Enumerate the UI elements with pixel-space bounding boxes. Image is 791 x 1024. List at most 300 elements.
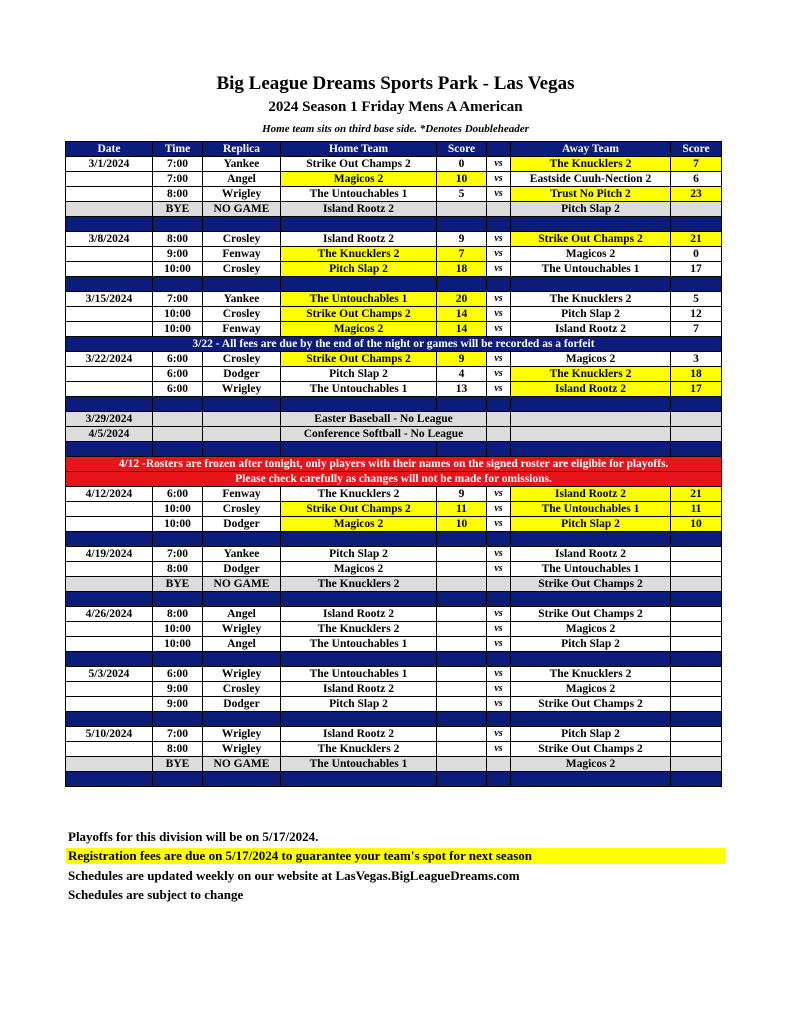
separator-cell xyxy=(281,277,437,292)
game-replica: Wrigley xyxy=(203,742,281,757)
home-score xyxy=(437,577,487,592)
game-time: 8:00 xyxy=(153,607,203,622)
col-home-score: Score xyxy=(437,142,487,157)
vs-label: vs xyxy=(487,187,511,202)
empty-cell xyxy=(671,412,722,427)
home-score: 14 xyxy=(437,322,487,337)
away-score: 11 xyxy=(671,502,722,517)
col-vs xyxy=(487,142,511,157)
separator-cell xyxy=(66,442,153,457)
away-team: Island Rootz 2 xyxy=(511,487,671,502)
home-team: Pitch Slap 2 xyxy=(281,697,437,712)
empty-cell xyxy=(487,412,511,427)
game-time: 10:00 xyxy=(153,262,203,277)
separator-cell xyxy=(437,712,487,727)
col-date: Date xyxy=(66,142,153,157)
home-score xyxy=(437,607,487,622)
vs-label xyxy=(487,577,511,592)
separator-cell xyxy=(511,217,671,232)
separator-cell xyxy=(487,772,511,787)
vs-label: vs xyxy=(487,232,511,247)
game-row xyxy=(66,727,722,742)
home-team: Magicos 2 xyxy=(281,172,437,187)
separator-cell xyxy=(153,217,203,232)
no-league-text: Easter Baseball - No League xyxy=(281,412,487,427)
game-time: 8:00 xyxy=(153,232,203,247)
game-date: 3/15/2024 xyxy=(66,292,153,307)
away-team: Island Rootz 2 xyxy=(511,382,671,397)
vs-label: vs xyxy=(487,607,511,622)
game-date xyxy=(66,307,153,322)
vs-label: vs xyxy=(487,742,511,757)
separator-cell xyxy=(437,442,487,457)
home-score: 18 xyxy=(437,262,487,277)
game-time: 6:00 xyxy=(153,667,203,682)
away-score xyxy=(671,667,722,682)
away-score: 21 xyxy=(671,487,722,502)
game-date xyxy=(66,517,153,532)
away-score: 23 xyxy=(671,187,722,202)
separator-cell xyxy=(153,532,203,547)
away-team: Pitch Slap 2 xyxy=(511,307,671,322)
away-score: 12 xyxy=(671,307,722,322)
home-team: The Knucklers 2 xyxy=(281,487,437,502)
away-team: The Untouchables 1 xyxy=(511,502,671,517)
week-separator xyxy=(66,772,722,787)
separator-cell xyxy=(66,712,153,727)
home-score xyxy=(437,622,487,637)
vs-label: vs xyxy=(487,562,511,577)
game-row xyxy=(66,172,722,187)
home-score xyxy=(437,757,487,772)
separator-cell xyxy=(487,712,511,727)
separator-cell xyxy=(671,712,722,727)
vs-label: vs xyxy=(487,637,511,652)
home-team: The Untouchables 1 xyxy=(281,187,437,202)
col-time: Time xyxy=(153,142,203,157)
away-score xyxy=(671,757,722,772)
away-score xyxy=(671,637,722,652)
home-team: Island Rootz 2 xyxy=(281,232,437,247)
game-date: 3/1/2024 xyxy=(66,157,153,172)
separator-cell xyxy=(511,652,671,667)
page-title: Big League Dreams Sports Park - Las Vegas xyxy=(216,73,575,94)
home-score xyxy=(437,697,487,712)
separator-cell xyxy=(203,442,281,457)
separator-cell xyxy=(66,592,153,607)
game-date: 3/22/2024 xyxy=(66,352,153,367)
vs-label: vs xyxy=(487,172,511,187)
separator-cell xyxy=(437,277,487,292)
game-date xyxy=(66,742,153,757)
home-score: 13 xyxy=(437,382,487,397)
game-row xyxy=(66,322,722,337)
game-replica: Wrigley xyxy=(203,622,281,637)
away-team: Magicos 2 xyxy=(511,247,671,262)
separator-cell xyxy=(511,592,671,607)
home-team: Pitch Slap 2 xyxy=(281,262,437,277)
game-date: 4/12/2024 xyxy=(66,487,153,502)
home-score: 14 xyxy=(437,307,487,322)
week-separator xyxy=(66,712,722,727)
game-row xyxy=(66,382,722,397)
empty-cell xyxy=(153,427,203,442)
separator-cell xyxy=(153,712,203,727)
game-time: 7:00 xyxy=(153,727,203,742)
empty-cell xyxy=(203,412,281,427)
separator-cell xyxy=(487,277,511,292)
home-score: 5 xyxy=(437,187,487,202)
separator-cell xyxy=(511,772,671,787)
game-date xyxy=(66,682,153,697)
vs-label: vs xyxy=(487,322,511,337)
footer-registration: Registration fees are due on 5/17/2024 to guarantee your team's spot for next season xyxy=(66,848,725,864)
game-replica: Dodger xyxy=(203,697,281,712)
home-team: Magicos 2 xyxy=(281,517,437,532)
away-score xyxy=(671,727,722,742)
game-replica: NO GAME xyxy=(203,577,281,592)
game-replica: Yankee xyxy=(203,157,281,172)
home-team: Pitch Slap 2 xyxy=(281,367,437,382)
away-team: Strike Out Champs 2 xyxy=(511,232,671,247)
empty-cell xyxy=(511,427,671,442)
game-time: 7:00 xyxy=(153,292,203,307)
game-date xyxy=(66,637,153,652)
separator-cell xyxy=(66,397,153,412)
away-score: 5 xyxy=(671,292,722,307)
schedule-table xyxy=(65,141,722,787)
separator-cell xyxy=(281,592,437,607)
away-team: Pitch Slap 2 xyxy=(511,727,671,742)
game-replica: Wrigley xyxy=(203,727,281,742)
away-team: Island Rootz 2 xyxy=(511,322,671,337)
empty-cell xyxy=(203,427,281,442)
game-date xyxy=(66,562,153,577)
vs-label: vs xyxy=(487,697,511,712)
away-score xyxy=(671,202,722,217)
home-score: 10 xyxy=(437,172,487,187)
game-time: 9:00 xyxy=(153,682,203,697)
home-score xyxy=(437,562,487,577)
game-time: 9:00 xyxy=(153,697,203,712)
vs-label: vs xyxy=(487,367,511,382)
game-row xyxy=(66,742,722,757)
game-row xyxy=(66,187,722,202)
separator-cell xyxy=(671,772,722,787)
separator-cell xyxy=(203,712,281,727)
home-score xyxy=(437,667,487,682)
game-replica: Dodger xyxy=(203,562,281,577)
separator-cell xyxy=(66,277,153,292)
home-score: 9 xyxy=(437,352,487,367)
no-league-row xyxy=(66,412,722,427)
game-row xyxy=(66,607,722,622)
separator-cell xyxy=(203,397,281,412)
separator-cell xyxy=(66,532,153,547)
week-separator xyxy=(66,532,722,547)
home-team: Strike Out Champs 2 xyxy=(281,307,437,322)
away-score xyxy=(671,607,722,622)
away-score: 21 xyxy=(671,232,722,247)
home-score: 10 xyxy=(437,517,487,532)
home-score: 11 xyxy=(437,502,487,517)
game-replica: Fenway xyxy=(203,487,281,502)
vs-label: vs xyxy=(487,307,511,322)
game-row xyxy=(66,547,722,562)
separator-cell xyxy=(437,772,487,787)
game-time: 9:00 xyxy=(153,247,203,262)
game-time: 10:00 xyxy=(153,622,203,637)
vs-label xyxy=(487,202,511,217)
vs-label: vs xyxy=(487,547,511,562)
empty-cell xyxy=(511,412,671,427)
separator-cell xyxy=(671,277,722,292)
home-team: The Untouchables 1 xyxy=(281,757,437,772)
game-time: BYE xyxy=(153,577,203,592)
home-score xyxy=(437,547,487,562)
game-date xyxy=(66,202,153,217)
game-date: 3/8/2024 xyxy=(66,232,153,247)
no-league-row xyxy=(66,427,722,442)
home-team: Island Rootz 2 xyxy=(281,607,437,622)
header-row xyxy=(66,142,722,157)
separator-cell xyxy=(153,442,203,457)
game-row xyxy=(66,232,722,247)
week-separator xyxy=(66,217,722,232)
separator-cell xyxy=(671,442,722,457)
vs-label: vs xyxy=(487,292,511,307)
game-row xyxy=(66,367,722,382)
game-row xyxy=(66,637,722,652)
away-score xyxy=(671,577,722,592)
separator-cell xyxy=(511,277,671,292)
game-replica: Angel xyxy=(203,172,281,187)
game-time: 10:00 xyxy=(153,637,203,652)
separator-cell xyxy=(437,652,487,667)
game-row xyxy=(66,757,722,772)
home-score xyxy=(437,727,487,742)
home-score: 4 xyxy=(437,367,487,382)
separator-cell xyxy=(487,442,511,457)
home-score xyxy=(437,682,487,697)
game-replica: Yankee xyxy=(203,292,281,307)
vs-label: vs xyxy=(487,682,511,697)
away-score: 18 xyxy=(671,367,722,382)
away-team: Magicos 2 xyxy=(511,757,671,772)
away-score: 3 xyxy=(671,352,722,367)
away-team: Pitch Slap 2 xyxy=(511,637,671,652)
away-score xyxy=(671,682,722,697)
home-score: 9 xyxy=(437,232,487,247)
no-league-date: 4/5/2024 xyxy=(66,427,153,442)
away-team: Eastside Cuuh-Nection 2 xyxy=(511,172,671,187)
empty-cell xyxy=(671,427,722,442)
separator-cell xyxy=(153,277,203,292)
away-score xyxy=(671,622,722,637)
separator-cell xyxy=(203,772,281,787)
game-time: 7:00 xyxy=(153,157,203,172)
roster-notice-row xyxy=(66,472,722,487)
game-row xyxy=(66,697,722,712)
away-team: The Knucklers 2 xyxy=(511,292,671,307)
game-date xyxy=(66,622,153,637)
vs-label xyxy=(487,757,511,772)
game-date: 5/10/2024 xyxy=(66,727,153,742)
home-score: 0 xyxy=(437,157,487,172)
vs-label: vs xyxy=(487,262,511,277)
game-time: BYE xyxy=(153,202,203,217)
vs-label: vs xyxy=(487,622,511,637)
week-separator xyxy=(66,277,722,292)
game-row xyxy=(66,502,722,517)
home-team: Strike Out Champs 2 xyxy=(281,502,437,517)
away-team: The Untouchables 1 xyxy=(511,562,671,577)
separator-cell xyxy=(66,217,153,232)
away-team: The Untouchables 1 xyxy=(511,262,671,277)
separator-cell xyxy=(437,532,487,547)
game-row xyxy=(66,157,722,172)
home-team: Island Rootz 2 xyxy=(281,727,437,742)
separator-cell xyxy=(153,772,203,787)
separator-cell xyxy=(437,217,487,232)
home-team: Pitch Slap 2 xyxy=(281,547,437,562)
game-row xyxy=(66,292,722,307)
game-row xyxy=(66,247,722,262)
game-replica: Yankee xyxy=(203,547,281,562)
away-score: 6 xyxy=(671,172,722,187)
home-team: Magicos 2 xyxy=(281,322,437,337)
vs-label: vs xyxy=(487,382,511,397)
separator-cell xyxy=(66,652,153,667)
no-league-text: Conference Softball - No League xyxy=(281,427,487,442)
vs-label: vs xyxy=(487,517,511,532)
separator-cell xyxy=(203,217,281,232)
game-row xyxy=(66,682,722,697)
vs-label: vs xyxy=(487,352,511,367)
roster-notice-row xyxy=(66,457,722,472)
game-replica: Dodger xyxy=(203,517,281,532)
home-team: The Knucklers 2 xyxy=(281,247,437,262)
game-date xyxy=(66,697,153,712)
home-score: 7 xyxy=(437,247,487,262)
separator-cell xyxy=(487,397,511,412)
game-replica: Crosley xyxy=(203,682,281,697)
game-time: 8:00 xyxy=(153,562,203,577)
separator-cell xyxy=(153,652,203,667)
game-date xyxy=(66,262,153,277)
game-replica: NO GAME xyxy=(203,202,281,217)
col-away-score: Score xyxy=(671,142,722,157)
footer-subject: Schedules are subject to change xyxy=(68,887,244,902)
game-time: 7:00 xyxy=(153,547,203,562)
separator-cell xyxy=(281,397,437,412)
week-separator xyxy=(66,397,722,412)
away-score xyxy=(671,742,722,757)
separator-cell xyxy=(511,397,671,412)
game-row xyxy=(66,667,722,682)
roster-notice: 4/12 -Rosters are frozen after tonight, only players with their names on the signed roster are eligible for playoffs. xyxy=(66,457,722,472)
game-row xyxy=(66,577,722,592)
game-date xyxy=(66,577,153,592)
separator-cell xyxy=(437,397,487,412)
game-date: 4/26/2024 xyxy=(66,607,153,622)
separator-cell xyxy=(437,592,487,607)
game-date xyxy=(66,502,153,517)
away-team: Island Rootz 2 xyxy=(511,547,671,562)
separator-cell xyxy=(487,592,511,607)
col-replica: Replica xyxy=(203,142,281,157)
away-team: Pitch Slap 2 xyxy=(511,517,671,532)
vs-label: vs xyxy=(487,667,511,682)
game-replica: Crosley xyxy=(203,232,281,247)
game-replica: Angel xyxy=(203,637,281,652)
away-team: The Knucklers 2 xyxy=(511,667,671,682)
game-time: 10:00 xyxy=(153,322,203,337)
week-separator xyxy=(66,652,722,667)
away-team: Strike Out Champs 2 xyxy=(511,607,671,622)
away-team: Magicos 2 xyxy=(511,682,671,697)
separator-cell xyxy=(671,652,722,667)
game-date xyxy=(66,247,153,262)
away-score: 17 xyxy=(671,382,722,397)
header-note: Home team sits on third base side. *Denotes Doubleheader xyxy=(262,123,529,135)
separator-cell xyxy=(487,532,511,547)
game-replica: Wrigley xyxy=(203,382,281,397)
game-replica: Fenway xyxy=(203,322,281,337)
vs-label: vs xyxy=(487,727,511,742)
game-row xyxy=(66,487,722,502)
separator-cell xyxy=(203,277,281,292)
game-date xyxy=(66,187,153,202)
away-team: Strike Out Champs 2 xyxy=(511,577,671,592)
separator-cell xyxy=(281,532,437,547)
game-date: 4/19/2024 xyxy=(66,547,153,562)
away-score: 7 xyxy=(671,322,722,337)
home-team: Strike Out Champs 2 xyxy=(281,157,437,172)
game-replica: Crosley xyxy=(203,502,281,517)
game-time: 6:00 xyxy=(153,367,203,382)
away-team: Trust No Pitch 2 xyxy=(511,187,671,202)
separator-cell xyxy=(203,592,281,607)
separator-cell xyxy=(281,652,437,667)
game-row xyxy=(66,262,722,277)
away-team: Strike Out Champs 2 xyxy=(511,742,671,757)
roster-notice: Please check carefully as changes will not be made for omissions. xyxy=(66,472,722,487)
away-team: The Knucklers 2 xyxy=(511,157,671,172)
home-team: The Untouchables 1 xyxy=(281,292,437,307)
vs-label: vs xyxy=(487,157,511,172)
away-score xyxy=(671,697,722,712)
game-row xyxy=(66,622,722,637)
no-league-date: 3/29/2024 xyxy=(66,412,153,427)
home-score: 20 xyxy=(437,292,487,307)
game-time: 7:00 xyxy=(153,172,203,187)
home-score: 9 xyxy=(437,487,487,502)
away-team: Pitch Slap 2 xyxy=(511,202,671,217)
home-score xyxy=(437,202,487,217)
game-replica: Crosley xyxy=(203,307,281,322)
game-date xyxy=(66,757,153,772)
home-team: Magicos 2 xyxy=(281,562,437,577)
separator-cell xyxy=(281,712,437,727)
away-team: Strike Out Champs 2 xyxy=(511,697,671,712)
game-time: 8:00 xyxy=(153,742,203,757)
away-score: 17 xyxy=(671,262,722,277)
separator-cell xyxy=(203,652,281,667)
home-team: Strike Out Champs 2 xyxy=(281,352,437,367)
separator-cell xyxy=(671,217,722,232)
game-time: 6:00 xyxy=(153,382,203,397)
